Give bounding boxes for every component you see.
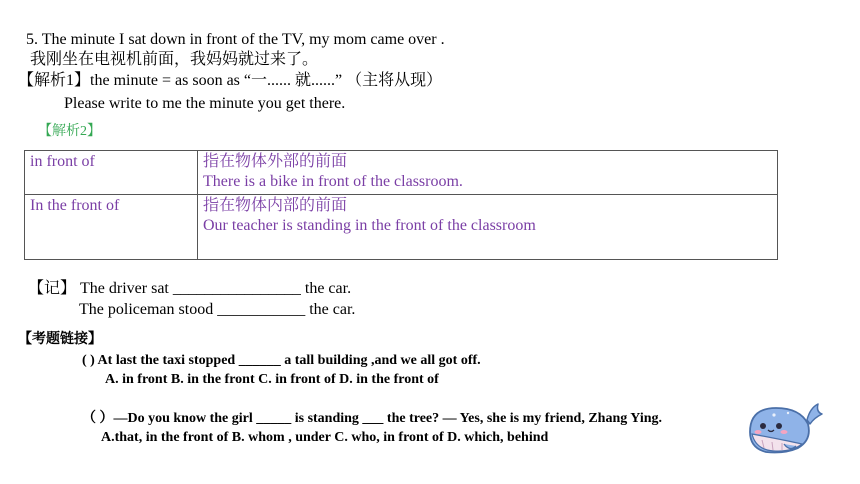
whale-mascot-icon [744, 398, 824, 456]
meaning-example: Our teacher is standing in the front of the classroom [203, 217, 536, 234]
table-row [25, 195, 778, 260]
phrase-cell: In the front of [25, 195, 198, 260]
comparison-table [24, 150, 778, 260]
meaning-cell [198, 151, 778, 195]
analysis1-tag: 【解析1】 [18, 72, 91, 89]
meaning-example: There is a bike in front of the classroom. [203, 173, 463, 190]
question-1: ( ) At last the taxi stopped ______ a tall building ,and we all got off. [82, 353, 481, 368]
meaning-text: 指在物体外部的前面 [203, 153, 348, 170]
question-2: （ ）—Do you know the girl _____ is standing ___ the tree? — Yes, she is my friend, Zhang Ying. [82, 411, 663, 426]
translation: 我刚坐在电视机前面，我妈妈就过来了。 [30, 51, 319, 68]
memo-line-2: The policeman stood ___________ the car. [79, 301, 356, 318]
memo-line-1 [28, 279, 351, 299]
analysis2-tag: 【解析2】 [38, 124, 101, 139]
sentence: 5. The minute I sat down in front of the TV, my mom came over . [26, 31, 445, 48]
analysis1-text: the minute = as soon as “一...... 就......” （主将从现） [90, 72, 443, 89]
meaning-cell [198, 195, 778, 260]
example-sentence: Please write to me the minute you get there. [64, 95, 346, 112]
phrase-cell: in front of [25, 151, 198, 195]
memo-tag: 【记】 [28, 280, 77, 297]
question-2-options: A.that, in the front of B. whom , under C. who, in front of D. which, behind [101, 430, 549, 445]
meaning-text: 指在物体内部的前面 [203, 197, 348, 214]
question-1-options: A. in front B. in the front C. in front of D. in the front of [105, 372, 439, 387]
analysis1 [18, 71, 442, 91]
memo-text-1: The driver sat ________________ the car. [80, 280, 352, 297]
table-row [25, 151, 778, 195]
exam-heading: 【考题链接】 [18, 332, 102, 347]
